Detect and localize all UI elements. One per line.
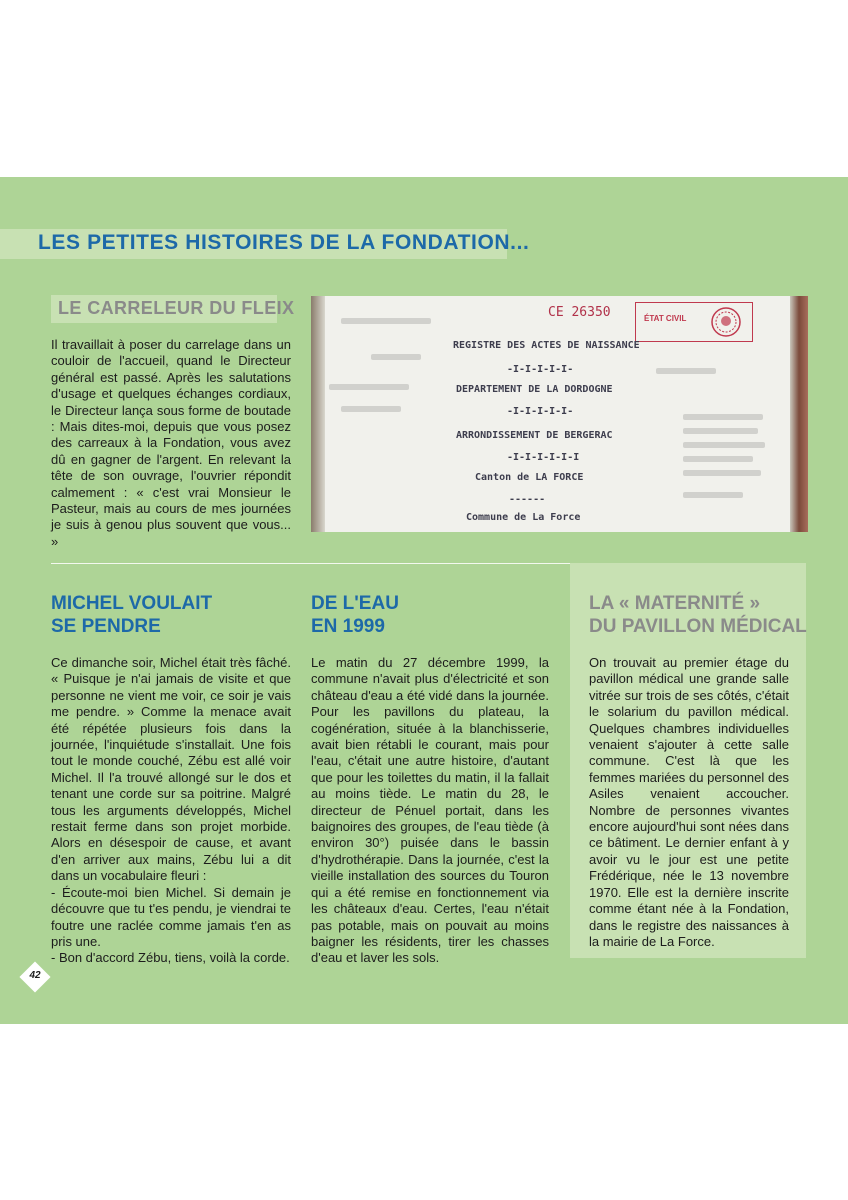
register-line: Commune de La Force <box>466 512 581 523</box>
faded-text-line <box>683 456 753 462</box>
photo-left-edge <box>311 296 325 532</box>
story-body-eau: Le matin du 27 décembre 1999, la commune n'avait plus d'électricité et son château d'eau a été vidé dans la journée. Pour les pavillons du plateau, la cogénération, située à la blanchisserie, avait bien rétabli le courant, mais pour l'eau, c'était une autre histoire, d'autant que pour les toilettes du matin, il la fallait au moins tiède. Le matin du 28, le directeur de Pénuel portait, dans les baignoires des groupes, de l'eau tiède (à environ 30°) puisée dans le bassin d'hydrothérapie. Dans la journée, c'est la vieille installation des sources du Touron qui a été remise en fonctionnement via les châteaux d'eau. Certes, l'eau n'était pas potable, mais on pouvait au moins baigner les résidents, tirer les chasses d'eau et laver les sols. <box>311 655 549 966</box>
story-paragraph: Ce dimanche soir, Michel était très fâché. « Puisque je n'ai jamais de visite et que personne ne vient me voir, ce soir je vais me pendre. » Comme la menace avait été répétée plusieurs fois dans la journée, l'inquiétude s'installait. Une fois tout le monde couché, Zébu est allé voir Michel. Il l'a trouvé allongé sur le dos et tenant une corde sur sa poitrine. Malgré tous les arguments développés, Michel restait ferme dans son projet morbide. Alors en désespoir de cause, et avant d'en arriver aux mains, Zébu lui a dit dans un vocabulaire fleuri : <box>51 655 291 884</box>
story-body-maternite: On trouvait au premier étage du pavillon médical une grande salle vitrée sur trois de ses côtés, c'était le solarium du pavillon médical. Quelques chambres individuelles venaient s'ajouter à cette salle commune. C'est là que les femmes mariées du personnel des Asiles venaient accoucher. Nombre de personnes vivantes encore aujourd'hui sont nées dans ce bâtiment. Le dernier enfant à y avoir vu le jour est une petite Frédérique, née le 13 novembre 1970. Elle est la dernière inscrite comme étant née à la Fondation, dans le registre des naissances à la mairie de La Force. <box>589 655 789 949</box>
story-body-carreleur: Il travaillait à poser du carrelage dans un couloir de l'accueil, quand le Directeur général est passé. Après les salutations d'usage et quelques échanges cordiaux, le Directeur lança sous forme de boutade : Mais dites-moi, depuis que vous posez des carreaux à la Fondation, vous avez dû en gagner de l'argent. En relevant la tête de son ouvrage, l'ouvrier répondit calmement : « c'est vrai Monsieur le Pasteur, mais au cours de mes journées je suis à genou plus souvent que vous... » <box>51 337 291 549</box>
story-title-michel <box>51 592 212 638</box>
page-title: LES PETITES HISTOIRES DE LA FONDATION... <box>38 231 530 254</box>
story-title-maternite <box>589 592 807 638</box>
faded-text-line <box>683 414 763 420</box>
title-line: DU PAVILLON MÉDICAL <box>589 616 807 637</box>
etat-civil-stamp <box>635 302 753 342</box>
story-title-eau <box>311 592 399 638</box>
page-number: 42 <box>29 970 41 981</box>
register-line: ARRONDISSEMENT DE BERGERAC <box>456 430 613 441</box>
faded-text-line <box>683 442 765 448</box>
title-line: LA « MATERNITÉ » <box>589 593 761 614</box>
register-number: CE 26350 <box>548 305 611 320</box>
register-line: -I-I-I-I-I- <box>507 406 574 417</box>
faded-text-line <box>341 318 431 324</box>
faded-text-line <box>683 470 761 476</box>
story-paragraph: - Écoute-moi bien Michel. Si demain je découvre que tu t'es pendu, je viendrai te foutre une raclée comme jamais t'en as pris une. <box>51 884 291 949</box>
title-line: SE PENDRE <box>51 616 161 637</box>
register-line: Canton de LA FORCE <box>475 472 584 483</box>
title-line: DE L'EAU <box>311 593 399 614</box>
title-line: MICHEL VOULAIT <box>51 593 213 614</box>
register-line: -I-I-I-I-I- <box>507 364 574 375</box>
register-line: ------ <box>509 494 546 505</box>
seal-icon <box>710 306 742 338</box>
birth-register-photo <box>311 296 808 532</box>
faded-text-line <box>683 492 743 498</box>
story-title-carreleur: LE CARRELEUR DU FLEIX <box>58 298 295 318</box>
faded-text-line <box>341 406 401 412</box>
faded-text-line <box>371 354 421 360</box>
register-line: DEPARTEMENT DE LA DORDOGNE <box>456 384 613 395</box>
story-paragraph: - Bon d'accord Zébu, tiens, voilà la corde. <box>51 950 290 966</box>
register-line: REGISTRE DES ACTES DE NAISSANCE <box>453 340 640 351</box>
register-line: -I-I-I-I-I-I <box>507 452 580 463</box>
section-divider <box>51 563 570 564</box>
photo-right-edge <box>790 296 808 532</box>
title-line: EN 1999 <box>311 616 385 637</box>
faded-text-line <box>656 368 716 374</box>
stamp-label: ÉTAT CIVIL <box>644 314 687 323</box>
faded-text-line <box>329 384 409 390</box>
faded-text-line <box>683 428 758 434</box>
story-body-michel <box>51 655 291 967</box>
